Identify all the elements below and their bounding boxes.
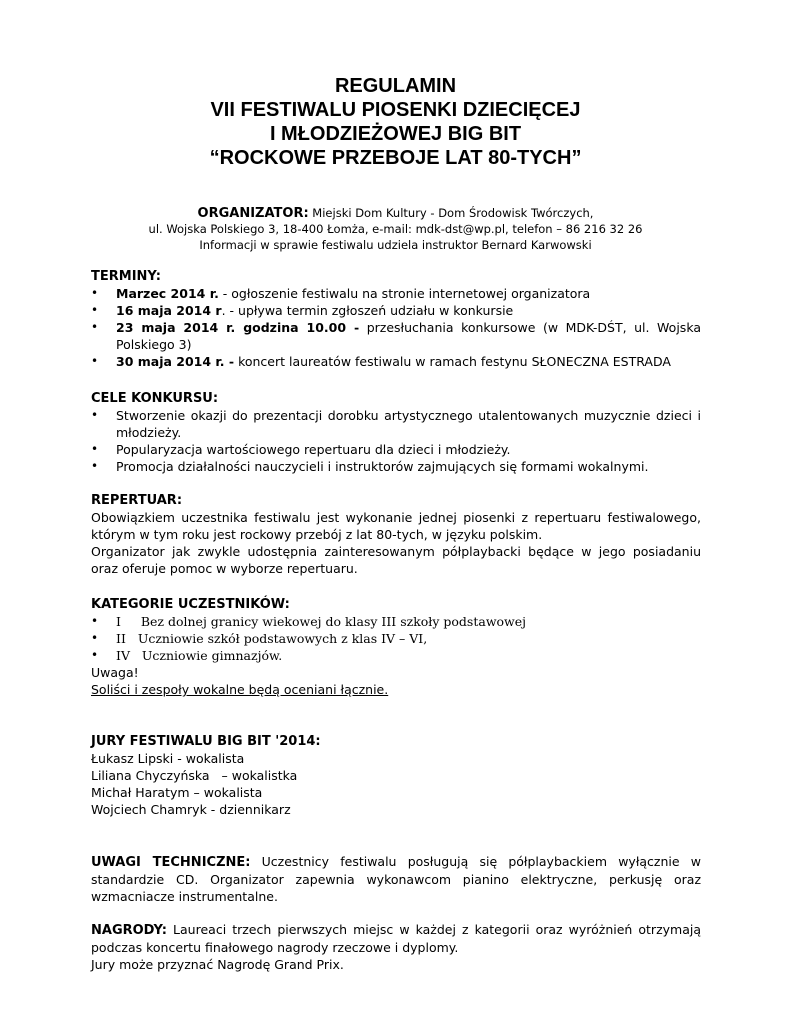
prizes-text: Laureaci trzech pierwszych miejsc w każdej z kategorii oraz wyróżnień otrzymają podczas koncertu finałowego nagrody rzeczowe i dyplomy. xyxy=(91,922,701,955)
category-text: Uczniowie szkół podstawowych z klas IV – VI, xyxy=(137,631,428,646)
organizer-name: Miejski Dom Kultury - Dom Środowisk Twórczych, xyxy=(308,206,594,220)
category-number: I xyxy=(116,614,121,629)
list-item xyxy=(91,647,701,664)
organizer-info: Informacji w sprawie festiwalu udziela instruktor Bernard Karwowski xyxy=(199,238,592,252)
goals-list xyxy=(91,407,701,475)
title-line-3: I MŁODZIEŻOWEJ BIG BIT xyxy=(269,123,522,145)
bullet-icon: • xyxy=(91,303,99,317)
prizes-grand-prix: Jury może przyznać Nagrodę Grand Prix. xyxy=(91,957,344,972)
repertoire-paragraph-1: Obowiązkiem uczestnika festiwalu jest wykonanie jednej piosenki z repertuaru festiwalowego, którym w tym roku jest rockowy przebój z lat 80-tych, w języku polskim. xyxy=(91,510,701,542)
goals-heading: CELE KONKURSU: xyxy=(91,391,219,406)
jury-heading: JURY FESTIWALU BIG BIT '2014: xyxy=(91,734,321,749)
list-item xyxy=(91,630,701,647)
organizer-line-1 xyxy=(0,205,791,222)
category-number: II xyxy=(116,631,126,646)
term-text: - ogłoszenie festiwalu na stronie internetowej organizatora xyxy=(218,286,591,301)
list-item xyxy=(91,613,701,630)
list-item xyxy=(91,458,701,475)
category-gap xyxy=(121,614,141,629)
jury-section xyxy=(91,733,701,818)
note-text: Soliści i zespoły wokalne będą oceniani łącznie. xyxy=(91,682,389,697)
term-date: 16 maja 2014 r xyxy=(116,303,222,318)
prizes-section xyxy=(91,921,701,973)
bullet-icon: • xyxy=(91,408,99,422)
title-line-2: VII FESTIWALU PIOSENKI DZIECIĘCEJ xyxy=(210,99,581,121)
jury-member: Łukasz Lipski - wokalista xyxy=(91,751,245,766)
list-item xyxy=(91,407,701,441)
repertoire-heading: REPERTUAR: xyxy=(91,493,183,508)
category-number: IV xyxy=(116,648,130,663)
title-line-1: REGULAMIN xyxy=(334,75,457,97)
bullet-icon: • xyxy=(91,648,99,662)
goals-section xyxy=(91,390,701,475)
technical-label: UWAGI TECHNICZNE: xyxy=(91,855,251,870)
goal-text: Popularyzacja wartościowego repertuaru dla dzieci i młodzieży. xyxy=(116,442,511,457)
repertoire-section xyxy=(91,492,701,577)
bullet-icon: • xyxy=(91,614,99,628)
list-item xyxy=(91,353,701,370)
prizes-label: NAGRODY: xyxy=(91,923,168,938)
bullet-icon: • xyxy=(91,320,99,334)
term-date: 30 maja 2014 r. - xyxy=(116,354,235,369)
category-gap xyxy=(126,631,138,646)
note-label: Uwaga! xyxy=(91,665,139,680)
goal-text: Stworzenie okazji do prezentacji dorobku artystycznego utalentowanych muzycznie dzieci i młodzieży. xyxy=(116,408,701,440)
repertoire-paragraph-2: Organizator jak zwykle udostępnia zainteresowanym półplaybacki będące w jego posiadaniu oraz oferuje pomoc w wyborze repertuaru. xyxy=(91,544,701,576)
category-gap xyxy=(130,648,142,663)
goal-text: Promocja działalności nauczycieli i instruktorów zajmujących się formami wokalnymi. xyxy=(116,459,649,474)
bullet-icon: • xyxy=(91,459,99,473)
categories-section xyxy=(91,596,701,698)
bullet-icon: • xyxy=(91,631,99,645)
organizer-address: ul. Wojska Polskiego 3, 18-400 Łomża, e-mail: mdk-dst@wp.pl, telefon – 86 216 32 26 xyxy=(148,222,643,236)
technical-text: Uczestnicy festiwalu posługują się półplaybackiem wyłącznie w standardzie CD. Organizator zapewnia wykonawcom pianino elektryczne, perkusję oraz wzmacniacze instrumentalne. xyxy=(91,854,701,904)
categories-list xyxy=(91,613,701,664)
bullet-icon: • xyxy=(91,442,99,456)
list-item xyxy=(91,285,701,302)
list-item xyxy=(91,302,701,319)
category-text: Bez dolnej granicy wiekowej do klasy III szkoły podstawowej xyxy=(140,614,527,629)
terms-list xyxy=(91,285,701,370)
term-text: koncert laureatów festiwalu w ramach festynu SŁONECZNA ESTRADA xyxy=(234,354,671,369)
term-text: . - upływa termin zgłoszeń udziału w konkursie xyxy=(221,303,514,318)
terms-heading: TERMINY: xyxy=(91,269,161,284)
list-item xyxy=(91,319,701,353)
bullet-icon: • xyxy=(91,354,99,368)
list-item xyxy=(91,441,701,458)
jury-member: Wojciech Chamryk - dziennikarz xyxy=(91,802,291,817)
category-text: Uczniowie gimnazjów. xyxy=(141,648,283,663)
term-date: 23 maja 2014 r. godzina 10.00 - xyxy=(116,320,360,335)
categories-heading: KATEGORIE UCZESTNIKÓW: xyxy=(91,597,290,612)
term-text: przesłuchania konkursowe (w MDK-DŚT, ul. Wojska Polskiego 3) xyxy=(116,320,701,352)
terms-section xyxy=(91,268,701,370)
organizer-label: ORGANIZATOR: xyxy=(197,206,309,221)
title-line-4: “ROCKOWE PRZEBOJE LAT 80-TYCH” xyxy=(209,147,582,169)
technical-section xyxy=(91,853,701,905)
term-date: Marzec 2014 r. xyxy=(116,286,219,301)
bullet-icon: • xyxy=(91,286,99,300)
jury-member: Michał Haratym – wokalista xyxy=(91,785,263,800)
jury-member: Liliana Chyczyńska – wokalistka xyxy=(91,768,298,783)
